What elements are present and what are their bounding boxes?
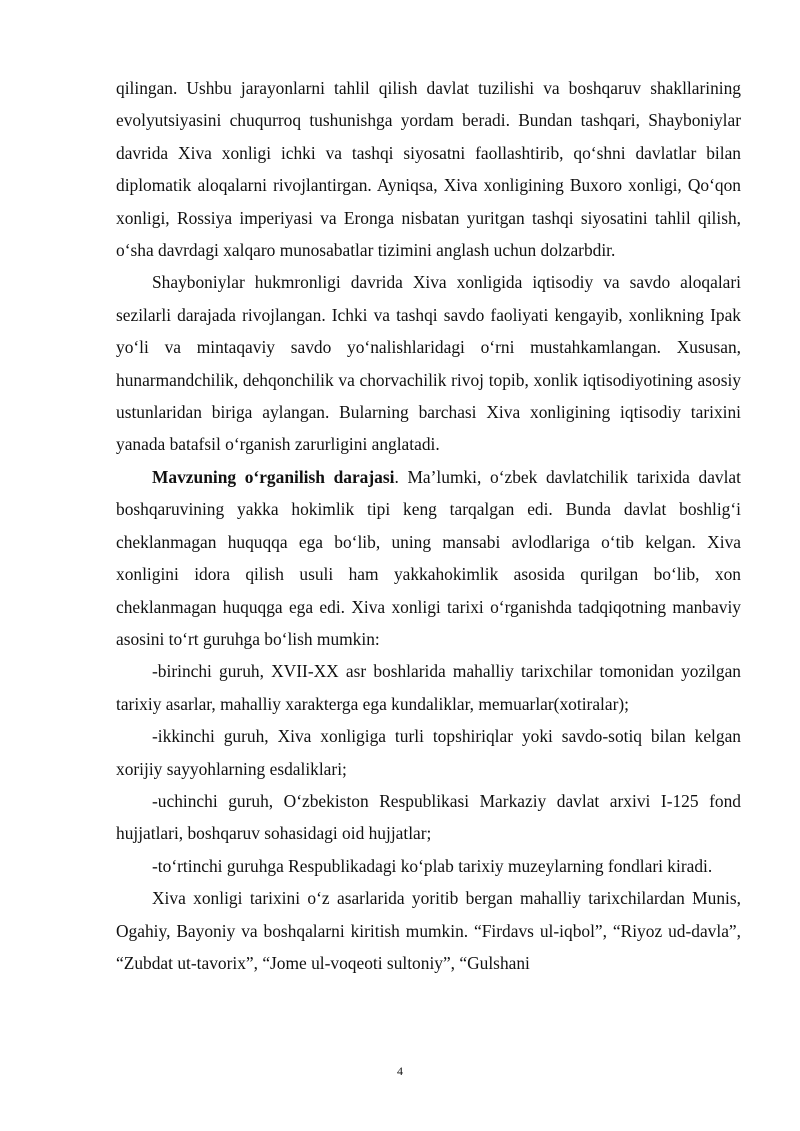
paragraph-continuation: qilingan. Ushbu jarayonlarni tahlil qilish davlat tuzilishi va boshqaruv shakllarining evolyutsiyasini chuqurroq tushunishga yordam beradi. Bundan tashqari, Shayboniylar davrida Xiva xonligi ichki va tashqi siyosatni faollashtirib, qo‘shni davlatlar bilan diplomatik aloqalarni rivojlantirgan. Ayniqsa, Xiva xonligining Buxoro xonligi, Qo‘qon xonligi, Rossiya imperiyasi va Eronga nisbatan yuritgan tashqi siyosatini tahlil qilish, o‘sha davrdagi xalqaro munosabatlar tizimini anglash uchun dolzarbdir. [116,78,741,261]
section-heading: Mavzuning o‘rganilish darajasi [152,466,395,487]
paragraph-research-degree-text: . Ma’lumki, o‘zbek davlatchilik tarixida davlat boshqaruvining yakka hokimlik tipi keng tarqalgan edi. Bunda davlat boshlig‘i cheklanmagan huquqqa ega bo‘lib, uning mansabi avlodlariga o‘tib kelgan. Xiva xonligini idora qilish usuli ham yakkahokimlik asosida qurilgan bo‘lib, xon cheklanmagan huquqga ega edi. Xiva xonligi tarixi o‘rganishda tadqiqotning manbaviy asosini to‘rt guruhga bo‘lish mumkin: [116,466,741,649]
paragraph-local-historians: Xiva xonligi tarixini o‘z asarlarida yoritib bergan mahalliy tarixchilardan Munis, Ogahiy, Bayoniy va boshqalarni kiritish mumkin. “Firdavs ul-iqbol”, “Riyoz ud-davla”, “Zubdat ut-tavorix”, “Jome ul-voqeoti sultoniy”, “Gulshani [116,888,741,973]
paragraph-research-degree [116,461,741,655]
list-item-second-group: -ikkinchi guruh, Xiva xonligiga turli topshiriqlar yoki savdo-sotiq bilan kelgan xorijiy sayyohlarning esdaliklari; [116,726,741,779]
page-number: 4 [397,1064,403,1078]
list-item-third-group: -uchinchi guruh, O‘zbekiston Respublikasi Markaziy davlat arxivi I-125 fond hujjatlari, boshqaruv sohasidagi oid hujjatlar; [116,790,741,844]
document-body [116,72,741,979]
paragraph-economy: Shayboniylar hukmronligi davrida Xiva xonligida iqtisodiy va savdo aloqalari sezilarli darajada rivojlangan. Ichki va tashqi savdo faoliyati kengayib, xonlikning Ipak yo‘li va mintaqaviy savdo yo‘nalishlaridagi o‘rni mustahkamlangan. Xususan, hunarmandchilik, dehqonchilik va chorvachilik rivoj topib, xonlik iqtisodiyotining asosiy ustunlaridan biriga aylangan. Bularning barchasi Xiva xonligining iqtisodiy tarixini yanada batafsil o‘rganish zarurligini anglatadi. [116,272,741,455]
list-item-first-group: -birinchi guruh, XVII-XX asr boshlarida mahalliy tarixchilar tomonidan yozilgan tarixiy asarlar, mahalliy xarakterga ega kundaliklar, memuarlar(xotiralar); [116,661,741,714]
list-item-fourth-group: -to‘rtinchi guruhga Respublikadagi ko‘plab tarixiy muzeylarning fondlari kiradi. [152,855,713,876]
